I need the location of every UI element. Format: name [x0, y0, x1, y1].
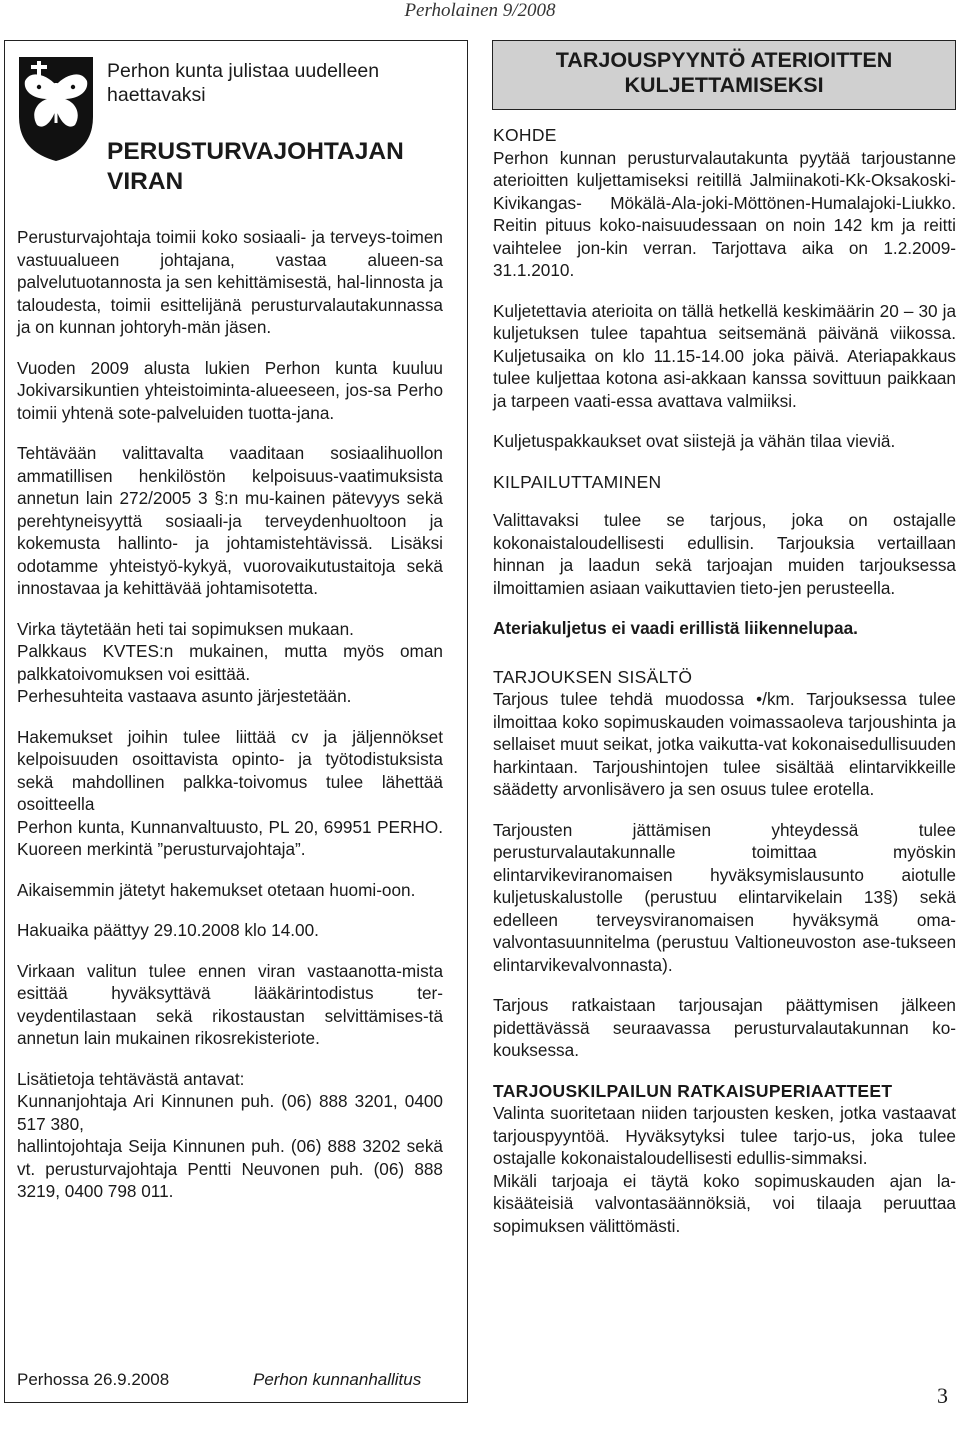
- kohde-paragraph: Kuljetettavia aterioita on tällä hetkellä keskimäärin 20 – 30 ja kuljetuksen tulee tapahtua seitsemänä päivänä viikossa. Kuljetusaika on klo 11.15-14.00 joka päivä. Ateriapakkaus tulee kuljettaa kotona asi-akkaan kanssa sovittuun paikkaan ja tarpeen vaati-essa avattava valmiiksi.: [493, 300, 956, 411]
- page-number: 3: [937, 1383, 948, 1408]
- section-heading-sisalto: TARJOUKSEN SISÄLTÖ: [493, 666, 693, 687]
- advert-intro: Perhon kunta julistaa uudelleen haettavaksi: [107, 60, 380, 106]
- ratkaisu-paragraph: Valinta suoritetaan niiden tarjousten kesken, jotka vastaavat tarjouspyyntöä. Hyväksytyksi tulee tarjo-us, joka tulee ostajalle kokonaistaloudellisesti edullis-simmaksi. Mikäli tarjoaja ei täytä koko sopimuskauden ajan la-kisääteisiä valvontasäännöksiä, voi tilaaja peruuttaa sopimuksen välittömästi.: [493, 1103, 956, 1236]
- municipal-coat-of-arms-butterfly-icon: [17, 55, 95, 163]
- kilpailu-paragraph: Valittavaksi tulee se tarjous, joka on ostajalle kokonaistaloudellisesti edullisin. Tarjouksia vertaillaan hinnan ja laadun sekä tarjoajan muiden tarjouksessa ilmoittamien asiaan vaikuttavien tieto-jen perusteella.: [493, 510, 956, 598]
- advert-paragraph: Vuoden 2009 alusta lukien Perhon kunta kuuluu Jokivarsikuntien yhteistoiminta-alueeseen, jos-sa Perho toimii yhtenä sote-palveluiden tuotta-jana.: [17, 357, 443, 423]
- kilpailu-bold-note: Ateriakuljetus ei vaadi erillistä liikennelupaa.: [493, 618, 858, 638]
- job-advertisement-box: [4, 40, 468, 1403]
- advert-title: PERUSTURVAJOHTAJAN VIRAN: [107, 138, 404, 195]
- publication-header: Perholainen 9/2008: [404, 0, 556, 21]
- sisalto-paragraph: Tarjousten jättämisen yhteydessä tulee perusturvalautakunnalle toimittaa myöskin elintarvikeviranomaisen hyväksymislausunto aiotulle kuljetuskalustolle (perustuu elintarvikelain 13§) sekä edelleen terveysviranomaisen hyväksymä oma-valvontasuunnitelma (perustuu Valtioneuvoston ase-tukseen elintarvikevalvonnasta).: [493, 819, 956, 975]
- sisalto-paragraph: Tarjous ratkaistaan tarjousajan päättymisen jälkeen pidettävässä seuraavassa perusturvalautakunnan ko-kouksessa.: [493, 995, 956, 1060]
- advert-paragraph: Virkaan valitun tulee ennen viran vastaanotta-mista esittää hyväksyttävä lääkärintodistus ter-veydentilastaan sekä rikostaustan selvittämises-tä annetun lain mukainen rikosrekisteriote.: [17, 960, 443, 1048]
- kohde-paragraph: Kuljetuspakkaukset ovat siistejä ja vähän tilaa vieviä.: [493, 431, 896, 451]
- advert-footer: [17, 1370, 447, 1390]
- advert-paragraph: Perusturvajohtaja toimii koko sosiaali- ja terveys-toimen vastuualueen johtajana, vastaa alueen-sa palvelutuotannosta ja sen kehittämisestä, hal-linnosta ja taloudesta, toimii esittelijänä perusturvalautakunnassa ja on kunnan johtoryh-män jäsen.: [17, 227, 443, 337]
- tender-body: [493, 124, 956, 1255]
- advert-paragraph: Hakemukset joihin tulee liittää cv ja jäljennökset kelpoisuuden osoittavista opinto- ja työtodistuksista sekä mahdollinen palkka-toivomus tulee lähettää osoitteella Perhon kunta, Kunnanvaltuusto, PL 20, 69951 PERHO. Kuoreen merkintä ”perusturvajohtaja”.: [17, 726, 443, 859]
- advert-paragraph: Aikaisemmin jätetyt hakemukset otetaan huomi-oon.: [17, 879, 416, 900]
- advert-paragraph: Lisätietoja tehtävästä antavat: Kunnanjohtaja Ari Kinnunen puh. (06) 888 3201, 0400 517 380, hallintojohtaja Seija Kinnunen puh. (06) 888 3202 sekä vt. perusturvajohtaja Pentti Neuvonen puh. (06) 888 3219, 0400 798 011.: [17, 1068, 443, 1201]
- advert-paragraph: Tehtävään valittavalta vaaditaan sosiaalihuollon ammatillisen henkilöstön kelpoisuus-vaatimuksista annetun lain 272/2005 3 §:n mu-kainen pätevyys sekä perehtyneisyyttä sosiaali-ja terveydenhuoltoon ja kokemusta hallinto- ja johtamistehtävissä. Lisäksi odotamme yhteistyö-kykyä, vuorovaikutustaitoja sekä innostavaa ja kehittävää johtamisotetta.: [17, 443, 443, 598]
- advert-body: [17, 226, 443, 1221]
- signature: Perhon kunnanhallitus: [253, 1370, 422, 1389]
- kohde-paragraph: Perhon kunnan perusturvalautakunta pyytää tarjoustanne aterioitten kuljettamiseksi reitillä Jalmiinakoti-Kk-Oksakoski- Kivikangas- Mökälä-Ala-joki-Möttönen-Humalajoki-Liukko. Reitin pituus koko-naisuudessaan on noin 142 km ja reitti vaihtelee jon-kin verran. Tarjottava aika on 1.2.2009-31.1.2010.: [493, 147, 956, 280]
- advert-paragraph: Hakuaika päättyy 29.10.2008 klo 14.00.: [17, 920, 319, 940]
- place-date: Perhossa 26.9.2008: [17, 1370, 170, 1389]
- tender-title-box: TARJOUSPYYNTÖ ATERIOITTEN KULJETTAMISEKSI: [492, 40, 956, 110]
- section-heading-kilpailuttaminen: KILPAILUTTAMINEN: [493, 471, 662, 492]
- sisalto-paragraph: Tarjous tulee tehdä muodossa •/km. Tarjouksessa tulee ilmoittaa koko sopimuskauden voimassaoleva tarjoushinta ja sellaiset muut seikat, jotka vaikutta-vat kokonaisedullisuuden harkintaan. Tarjoushintojen tulee sisältää elintarvikkeille säädetty arvonlisävero ja sen osuus tulee erotella.: [493, 689, 956, 799]
- section-heading-kohde: KOHDE: [493, 125, 557, 145]
- section-heading-ratkaisuperiaatteet: TARJOUSKILPAILUN RATKAISUPERIAATTEET: [493, 1080, 893, 1101]
- advert-paragraph: Virka täytetään heti tai sopimuksen mukaan. Palkkaus KVTES:n mukainen, mutta myös oman palkkatoivomuksen voi esittää. Perhesuhteita vastaava asunto järjestetään.: [17, 618, 443, 706]
